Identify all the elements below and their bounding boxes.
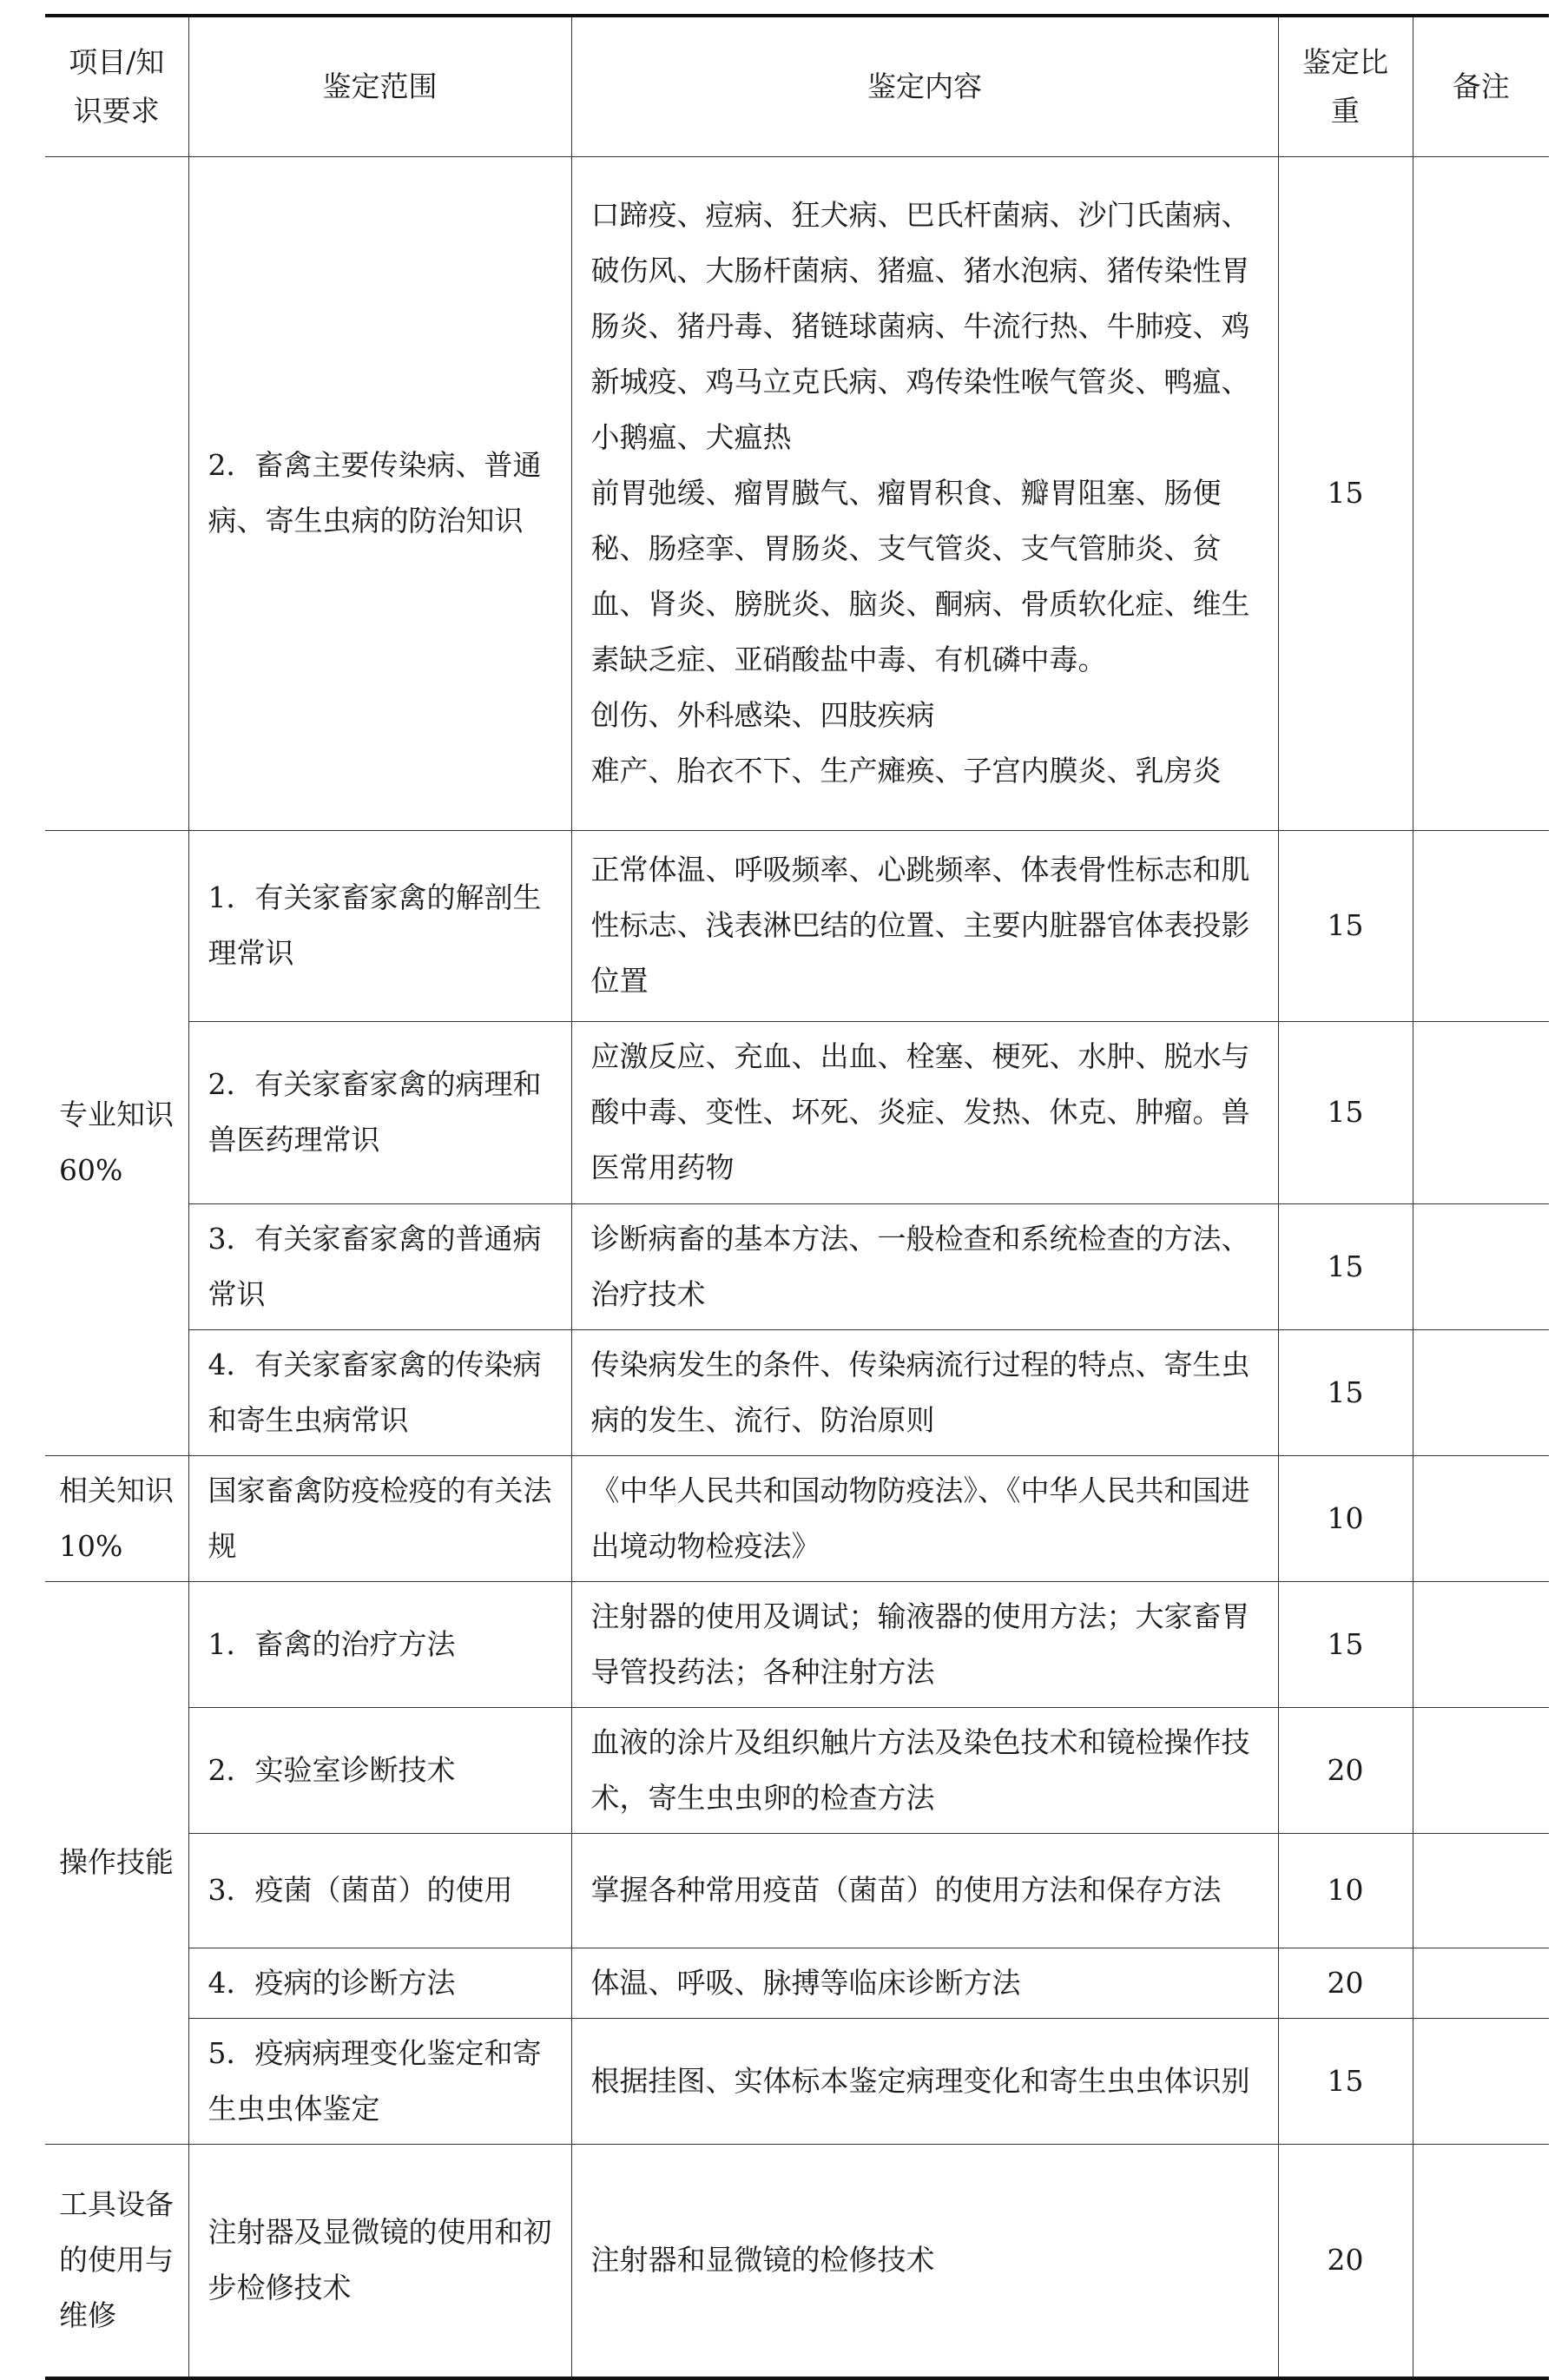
table-row [45,1203,1549,1329]
weight-cell: 10 [1278,1833,1413,1948]
category-cell [45,156,188,830]
note-cell [1413,1329,1549,1455]
note-cell [1413,1203,1549,1329]
scope-cell: 1．畜禽的治疗方法 [188,1581,571,1707]
note-cell [1413,1833,1549,1948]
weight-cell: 15 [1278,156,1413,830]
weight-cell: 15 [1278,1581,1413,1707]
content-cell [571,156,1278,830]
content-cell: 正常体温、呼吸频率、心跳频率、体表骨性标志和肌性标志、浅表淋巴结的位置、主要内脏器官体表投影位置 [571,830,1278,1021]
appraisal-table [45,14,1549,2380]
scope-cell: 2．畜禽主要传染病、普通病、寄生虫病的防治知识 [188,156,571,830]
category-cell: 工具设备的使用与维修 [45,2144,188,2378]
weight-cell: 20 [1278,1707,1413,1833]
note-cell [1413,2018,1549,2144]
note-cell [1413,2144,1549,2378]
content-line: 前胃弛缓、瘤胃臌气、瘤胃积食、瓣胃阻塞、肠便秘、肠痉挛、胃肠炎、支气管炎、支气管肺炎、贫血、肾炎、膀胱炎、脑炎、酮病、骨质软化症、维生素缺乏症、亚硝酸盐中毒、有机磷中毒。 [590,476,1250,676]
weight-cell: 20 [1278,2144,1413,2378]
content-line: 创伤、外科感染、四肢疾病 [590,698,935,732]
header-category: 项目/知识要求 [45,16,188,156]
scope-cell: 注射器及显微镜的使用和初步检修技术 [188,2144,571,2378]
note-cell [1413,1707,1549,1833]
weight-cell: 20 [1278,1948,1413,2018]
note-cell [1413,1948,1549,2018]
scope-cell: 4．疫病的诊断方法 [188,1948,571,2018]
scope-cell: 5．疫病病理变化鉴定和寄生虫虫体鉴定 [188,2018,571,2144]
content-line: 口蹄疫、痘病、狂犬病、巴氏杆菌病、沙门氏菌病、破伤风、大肠杆菌病、猪瘟、猪水泡病、猪传染性胃肠炎、猪丹毒、猪链球菌病、牛流行热、牛肺疫、鸡新城疫、鸡马立克氏病、鸡传染性喉气管炎、鸭瘟、小鹅瘟、犬瘟热 [590,198,1250,454]
table-row [45,1329,1549,1455]
content-cell: 传染病发生的条件、传染病流行过程的特点、寄生虫病的发生、流行、防治原则 [571,1329,1278,1455]
table-row [45,1707,1549,1833]
content-cell: 《中华人民共和国动物防疫法》、《中华人民共和国进出境动物检疫法》 [571,1455,1278,1581]
category-cell: 操作技能 [45,1581,188,2144]
weight-cell: 10 [1278,1455,1413,1581]
table-header [45,16,1549,156]
content-cell: 注射器和显微镜的检修技术 [571,2144,1278,2378]
scope-cell: 2．有关家畜家禽的病理和兽医药理常识 [188,1021,571,1203]
category-cell: 专业知识60% [45,830,188,1455]
table-row [45,2144,1549,2378]
weight-cell: 15 [1278,1329,1413,1455]
scope-cell: 2．实验室诊断技术 [188,1707,571,1833]
weight-cell: 15 [1278,1021,1413,1203]
content-cell: 注射器的使用及调试；输液器的使用方法；大家畜胃导管投药法；各种注射方法 [571,1581,1278,1707]
content-cell: 血液的涂片及组织触片方法及染色技术和镜检操作技术，寄生虫虫卵的检查方法 [571,1707,1278,1833]
category-cell: 相关知识10% [45,1455,188,1581]
note-cell [1413,156,1549,830]
content-cell: 应激反应、充血、出血、栓塞、梗死、水肿、脱水与酸中毒、变性、坏死、炎症、发热、休克、肿瘤。兽医常用药物 [571,1021,1278,1203]
table-row [45,1021,1549,1203]
weight-cell: 15 [1278,1203,1413,1329]
weight-cell: 15 [1278,2018,1413,2144]
scope-cell: 3．疫菌（菌苗）的使用 [188,1833,571,1948]
content-cell: 根据挂图、实体标本鉴定病理变化和寄生虫虫体识别 [571,2018,1278,2144]
table-row [45,1948,1549,2018]
note-cell [1413,1021,1549,1203]
scope-cell: 3．有关家畜家禽的普通病常识 [188,1203,571,1329]
table-row [45,2018,1549,2144]
scope-cell: 国家畜禽防疫检疫的有关法规 [188,1455,571,1581]
scope-cell: 4．有关家畜家禽的传染病和寄生虫病常识 [188,1329,571,1455]
note-cell [1413,1455,1549,1581]
table-row [45,1581,1549,1707]
weight-cell: 15 [1278,830,1413,1021]
table-row [45,156,1549,830]
table-row [45,1455,1549,1581]
header-scope: 鉴定范围 [188,16,571,156]
scope-cell: 1．有关家畜家禽的解剖生理常识 [188,830,571,1021]
table-row [45,830,1549,1021]
table-row [45,1833,1549,1948]
content-cell: 诊断病畜的基本方法、一般检查和系统检查的方法、治疗技术 [571,1203,1278,1329]
content-line: 难产、胎衣不下、生产瘫痪、子宫内膜炎、乳房炎 [590,754,1222,788]
table-body [45,156,1549,2378]
document-page [45,14,1549,2380]
content-cell: 掌握各种常用疫苗（菌苗）的使用方法和保存方法 [571,1833,1278,1948]
note-cell [1413,1581,1549,1707]
note-cell [1413,830,1549,1021]
header-weight: 鉴定比重 [1278,16,1413,156]
header-note: 备注 [1413,16,1549,156]
header-content: 鉴定内容 [571,16,1278,156]
content-cell: 体温、呼吸、脉搏等临床诊断方法 [571,1948,1278,2018]
